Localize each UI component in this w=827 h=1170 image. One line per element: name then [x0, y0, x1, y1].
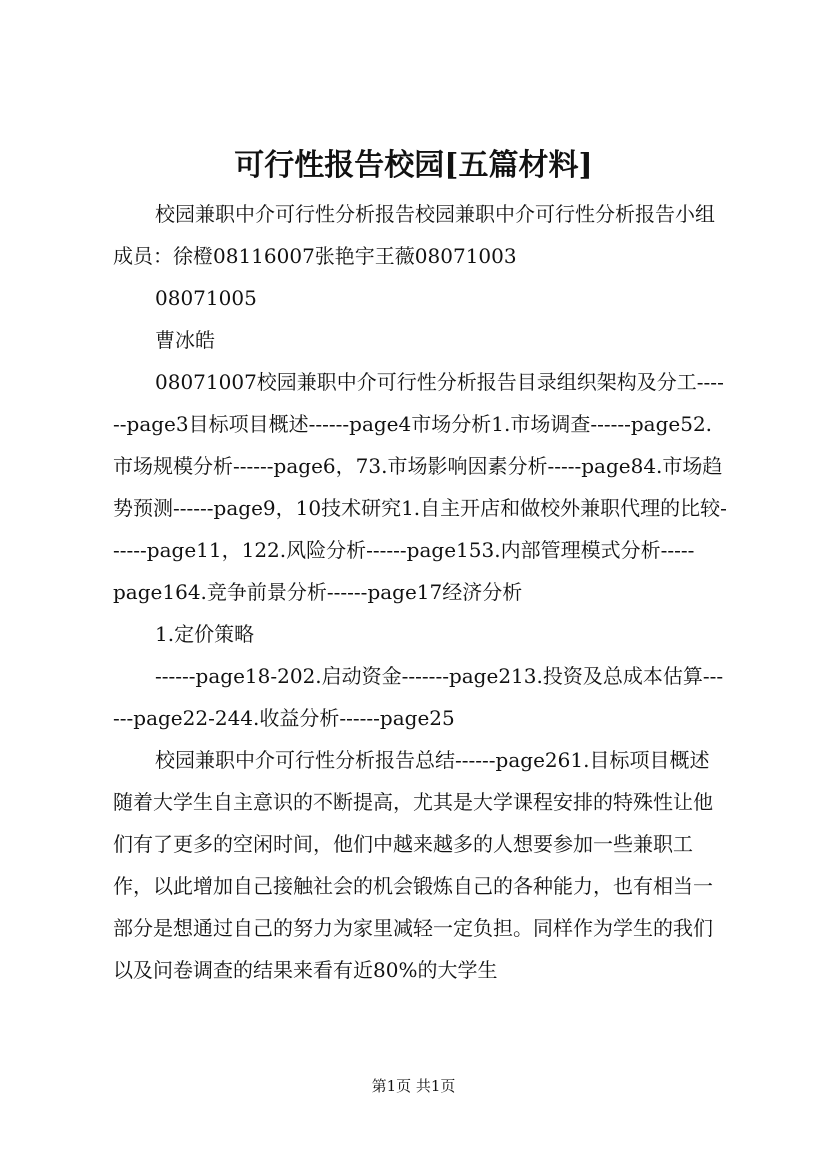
paragraph-table-of-contents: 08071007校园兼职中介可行性分析报告目录组织架构及分工------page3目标项目概述------page4市场分析1.市场调查------page52.市场规模分析------page6，73.市场影响因素分析-----page84.市场趋势预测------page9，10技术研究1.自主开店和做校外兼职代理的比较------page11，122.风险分析------page153.内部管理模式分析-----page164.竞争前景分析------page17经济分析: [113, 370, 727, 604]
paragraph-project-overview: 校园兼职中介可行性分析报告总结------page261.目标项目概述随着大学生自主意识的不断提高，尤其是大学课程安排的特殊性让他们有了更多的空闲时间，他们中越来越多的人想要参加一些兼职工作，以此增加自己接触社会的机会锻炼自己的各种能力，也有相当一部分是想通过自己的努力为家里减轻一定负担。同样作为学生的我们以及问卷调查的结果来看有近80%的大学生: [113, 748, 713, 982]
page-footer: 第1页 共1页: [371, 1077, 456, 1095]
paragraph-member-id: 08071005: [155, 286, 257, 310]
document-body: [113, 193, 728, 991]
paragraph-group-members: 校园兼职中介可行性分析报告校园兼职中介可行性分析报告小组成员：徐橙08116007张艳宇王薇08071003: [113, 202, 715, 268]
paragraph-pricing-strategy: 1.定价策略: [155, 622, 255, 646]
document-title: 可行性报告校园[五篇材料]: [234, 148, 593, 183]
paragraph-contents-continued: ------page18-202.启动资金-------page213.投资及总成本估算------page22-244.收益分析------page25: [113, 664, 724, 730]
paragraph-member-name: 曹冰皓: [155, 328, 215, 352]
